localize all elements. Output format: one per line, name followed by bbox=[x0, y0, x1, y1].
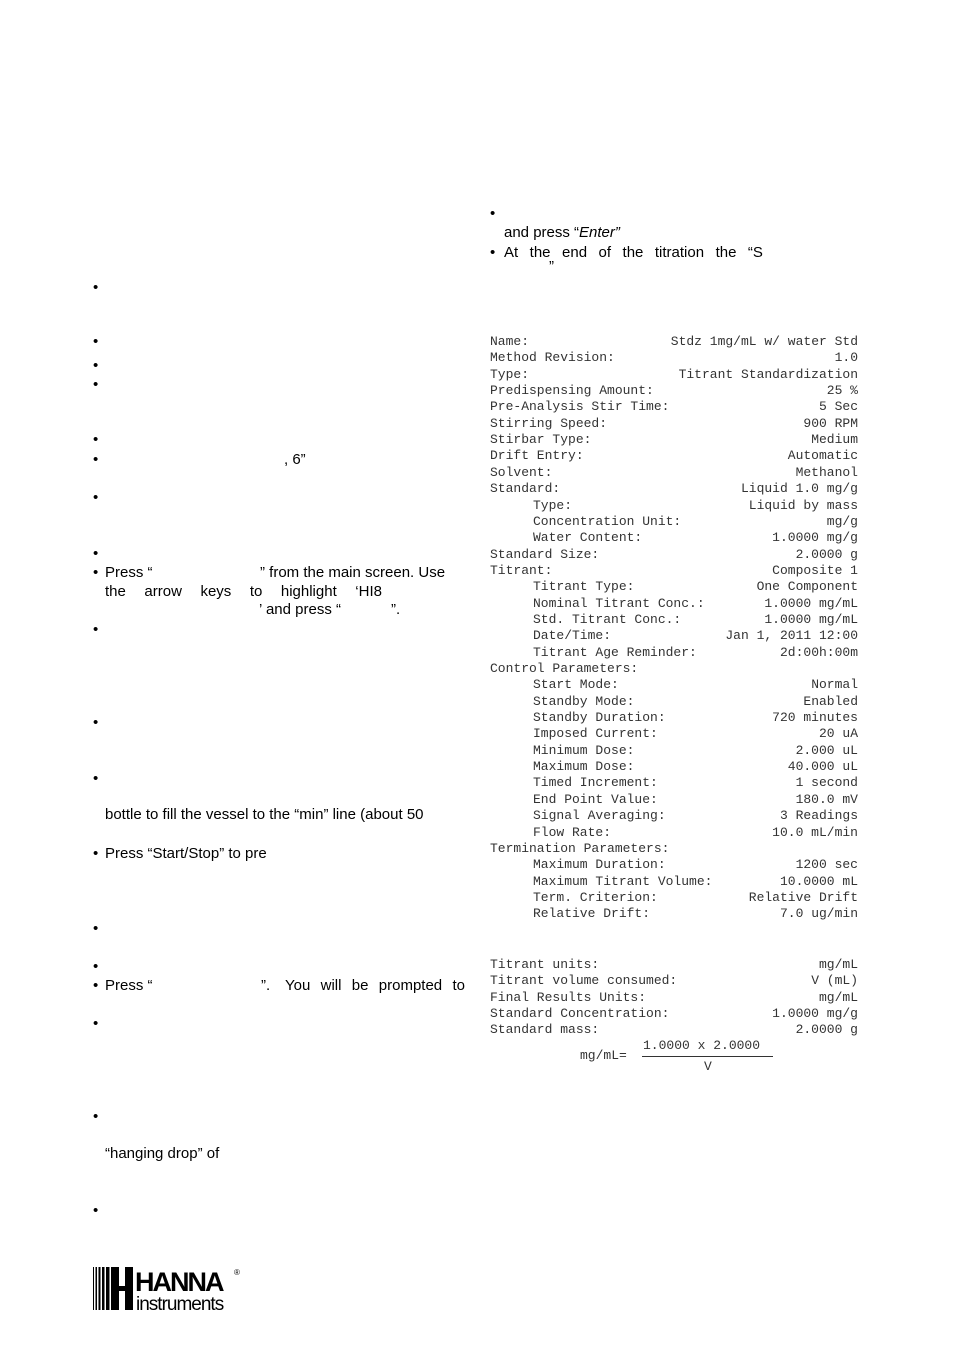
parameter-value: 180.0 mV bbox=[795, 791, 858, 807]
parameter-label: Nominal Titrant Conc.: bbox=[533, 595, 705, 611]
parameter-value: 1 second bbox=[795, 775, 858, 791]
parameter-label: Imposed Current: bbox=[533, 726, 658, 742]
bullet: • bbox=[490, 244, 496, 261]
bullet: • bbox=[93, 545, 99, 562]
parameter-value: mg/g bbox=[826, 513, 858, 529]
bullet: • bbox=[93, 1202, 99, 1219]
result-row bbox=[490, 957, 858, 973]
parameter-row bbox=[490, 759, 858, 775]
parameter-label: Standard: bbox=[490, 481, 561, 497]
parameter-row bbox=[490, 579, 858, 595]
parameter-value: Jan 1, 2011 12:00 bbox=[725, 628, 858, 644]
parameter-label: Predispensing Amount: bbox=[490, 383, 654, 399]
parameter-row bbox=[490, 547, 858, 563]
parameter-value: 2.0000 g bbox=[795, 546, 858, 562]
parameter-label: Titrant Type: bbox=[533, 579, 635, 595]
result-label: Final Results Units: bbox=[490, 989, 647, 1005]
result-label: Standard Concentration: bbox=[490, 1005, 670, 1021]
parameter-value: Titrant Standardization bbox=[678, 366, 858, 382]
parameter-value: Liquid 1.0 mg/g bbox=[740, 481, 858, 497]
logo-mark-icon bbox=[93, 1266, 246, 1312]
press-prompted-b: ”. bbox=[261, 977, 271, 994]
bullet: • bbox=[93, 770, 99, 787]
result-row bbox=[490, 990, 858, 1006]
bullet: • bbox=[93, 958, 99, 975]
parameter-row bbox=[490, 694, 858, 710]
item-6-suffix: , 6” bbox=[284, 451, 306, 468]
parameter-row bbox=[490, 498, 858, 514]
hanging-drop-text: “hanging drop” of bbox=[105, 1145, 220, 1162]
bullet: • bbox=[93, 357, 99, 374]
parameter-row bbox=[490, 399, 858, 415]
parameter-row bbox=[490, 661, 858, 677]
press-start-stop-text: Press “Start/Stop” to pre bbox=[105, 845, 267, 862]
result-row bbox=[490, 1006, 858, 1022]
parameter-label: End Point Value: bbox=[533, 791, 658, 807]
parameter-value: 2.000 uL bbox=[795, 742, 858, 758]
parameter-label: Type: bbox=[490, 366, 530, 382]
parameter-row bbox=[490, 481, 858, 497]
parameter-label: Name: bbox=[490, 334, 530, 349]
parameter-value: Medium bbox=[811, 432, 858, 448]
parameter-label: Timed Increment: bbox=[533, 775, 658, 791]
bullet: • bbox=[490, 205, 496, 222]
formula-denominator: V bbox=[704, 1059, 712, 1074]
parameter-value: 900 RPM bbox=[803, 415, 858, 431]
parameter-label: Drift Entry: bbox=[490, 448, 584, 464]
parameter-value: 1.0000 mg/g bbox=[772, 530, 858, 546]
parameter-row bbox=[490, 710, 858, 726]
bullet: • bbox=[93, 621, 99, 638]
parameter-row bbox=[490, 367, 858, 383]
press-prompted-words: You will be prompted to bbox=[285, 977, 465, 994]
parameter-value: Automatic bbox=[787, 448, 858, 464]
parameter-row bbox=[490, 677, 858, 693]
parameter-value: 2d:00h:00m bbox=[779, 644, 858, 660]
parameter-value: 720 minutes bbox=[772, 710, 858, 726]
parameter-row bbox=[490, 448, 858, 464]
parameter-label: Maximum Titrant Volume: bbox=[533, 873, 713, 889]
parameter-value: 1.0000 mg/mL bbox=[764, 611, 858, 627]
parameter-value: 40.000 uL bbox=[787, 759, 858, 775]
result-row bbox=[490, 973, 858, 989]
parameter-label: Standby Mode: bbox=[533, 693, 635, 709]
parameter-row bbox=[490, 743, 858, 759]
parameter-label: Standby Duration: bbox=[533, 710, 666, 726]
parameter-value: Liquid by mass bbox=[748, 497, 858, 513]
bullet: • bbox=[93, 451, 99, 468]
parameter-row bbox=[490, 416, 858, 432]
formula-lhs: mg/mL= bbox=[580, 1048, 627, 1063]
bullet: • bbox=[93, 333, 99, 350]
parameter-label: Water Content: bbox=[533, 530, 643, 546]
result-label: Titrant volume consumed: bbox=[490, 973, 678, 989]
parameter-row bbox=[490, 825, 858, 841]
parameter-value: One Component bbox=[756, 579, 858, 595]
parameter-value: Relative Drift bbox=[748, 889, 858, 905]
parameter-row bbox=[490, 775, 858, 791]
parameter-row bbox=[490, 514, 858, 530]
result-label: Standard mass: bbox=[490, 1022, 600, 1038]
parameter-value: Composite 1 bbox=[772, 562, 858, 578]
parameter-label: Solvent: bbox=[490, 464, 553, 480]
parameter-row bbox=[490, 890, 858, 906]
parameter-label: Relative Drift: bbox=[533, 906, 651, 922]
enter-line: and press “Enter” bbox=[504, 224, 620, 241]
result-label: Titrant units: bbox=[490, 957, 600, 972]
parameter-value: Normal bbox=[811, 677, 858, 693]
formula-fraction-bar bbox=[642, 1056, 773, 1057]
parameter-label: Termination Parameters: bbox=[490, 840, 670, 856]
bullet: • bbox=[93, 920, 99, 937]
bullet: • bbox=[93, 564, 99, 581]
parameter-label: Start Mode: bbox=[533, 677, 619, 693]
end-titration-quote: ” bbox=[549, 258, 554, 275]
parameter-label: Titrant: bbox=[490, 562, 553, 578]
parameter-row bbox=[490, 334, 858, 350]
parameter-value: Enabled bbox=[803, 693, 858, 709]
press-main-screen-line2: the arrow keys to highlight ‘HI8 bbox=[105, 583, 382, 600]
bullet: • bbox=[93, 1015, 99, 1032]
parameter-label: Term. Criterion: bbox=[533, 889, 658, 905]
parameter-value: 20 uA bbox=[818, 726, 858, 742]
bullet: • bbox=[93, 376, 99, 393]
parameter-row bbox=[490, 841, 858, 857]
result-value: mg/mL bbox=[818, 957, 858, 972]
parameter-row bbox=[490, 645, 858, 661]
press-main-screen-b: ” from the main screen. Use bbox=[260, 564, 446, 581]
parameter-row bbox=[490, 383, 858, 399]
press-main-screen-a: Press “ bbox=[105, 564, 153, 581]
parameter-label: Titrant Age Reminder: bbox=[533, 644, 697, 660]
bullet: • bbox=[93, 431, 99, 448]
parameter-value: 1.0000 mg/mL bbox=[764, 595, 858, 611]
press-prompted-a: Press “ bbox=[105, 977, 153, 994]
bottle-fill-text: bottle to fill the vessel to the “min” line (about 50 bbox=[105, 806, 424, 823]
parameter-row bbox=[490, 808, 858, 824]
parameter-row bbox=[490, 530, 858, 546]
parameter-value: 25 % bbox=[826, 383, 858, 399]
parameter-label: Minimum Dose: bbox=[533, 742, 635, 758]
parameter-row bbox=[490, 596, 858, 612]
parameter-label: Control Parameters: bbox=[490, 661, 639, 676]
parameter-value: Methanol bbox=[795, 464, 858, 480]
parameter-value: Stdz 1mg/mL w/ water Std bbox=[670, 334, 858, 349]
bullet: • bbox=[93, 279, 99, 296]
parameter-row bbox=[490, 465, 858, 481]
parameter-row bbox=[490, 874, 858, 890]
parameter-label: Flow Rate: bbox=[533, 824, 612, 840]
svg-text:HANNA: HANNA bbox=[135, 1267, 223, 1297]
result-value: 1.0000 mg/g bbox=[772, 1005, 858, 1021]
result-value: 2.0000 g bbox=[795, 1022, 858, 1038]
parameter-label: Stirbar Type: bbox=[490, 432, 592, 448]
bullet: • bbox=[93, 977, 99, 994]
parameter-row bbox=[490, 792, 858, 808]
svg-text:®: ® bbox=[234, 1268, 240, 1277]
parameter-label: Stirring Speed: bbox=[490, 415, 608, 431]
bullet: • bbox=[93, 845, 99, 862]
svg-text:instruments: instruments bbox=[136, 1294, 224, 1312]
parameter-label: Concentration Unit: bbox=[533, 513, 682, 529]
parameter-label: Signal Averaging: bbox=[533, 808, 666, 824]
parameter-label: Standard Size: bbox=[490, 546, 600, 562]
end-titration-line: At the end of the titration the “S bbox=[504, 244, 763, 261]
result-row bbox=[490, 1022, 858, 1038]
parameter-value: 5 Sec bbox=[818, 399, 858, 415]
press-main-screen-line3b: ”. bbox=[391, 601, 401, 618]
parameter-label: Pre-Analysis Stir Time: bbox=[490, 399, 670, 415]
parameter-row bbox=[490, 563, 858, 579]
parameter-value: 1200 sec bbox=[795, 857, 858, 873]
parameter-row bbox=[490, 857, 858, 873]
parameter-row bbox=[490, 906, 858, 922]
result-value: mg/mL bbox=[818, 989, 858, 1005]
parameter-row bbox=[490, 628, 858, 644]
result-value: V (mL) bbox=[811, 973, 858, 989]
bullet: • bbox=[93, 1108, 99, 1125]
parameter-value: 7.0 ug/min bbox=[779, 906, 858, 922]
parameter-row bbox=[490, 726, 858, 742]
parameter-row bbox=[490, 432, 858, 448]
bullet: • bbox=[93, 714, 99, 731]
parameter-row bbox=[490, 350, 858, 366]
bullet: • bbox=[93, 489, 99, 506]
parameter-label: Maximum Duration: bbox=[533, 857, 666, 873]
formula-numerator: 1.0000 x 2.0000 bbox=[643, 1038, 761, 1053]
press-main-screen-line3a: ’ and press “ bbox=[259, 601, 341, 618]
parameter-row bbox=[490, 612, 858, 628]
hanna-instruments-logo bbox=[93, 1266, 246, 1312]
parameter-value: 3 Readings bbox=[779, 808, 858, 824]
parameter-label: Type: bbox=[533, 497, 573, 513]
parameter-label: Method Revision: bbox=[490, 350, 615, 366]
parameter-label: Date/Time: bbox=[533, 628, 612, 644]
parameter-label: Maximum Dose: bbox=[533, 759, 635, 775]
parameter-value: 1.0 bbox=[834, 350, 858, 366]
parameter-label: Std. Titrant Conc.: bbox=[533, 611, 682, 627]
parameter-value: 10.0000 mL bbox=[779, 873, 858, 889]
parameter-value: 10.0 mL/min bbox=[772, 824, 858, 840]
